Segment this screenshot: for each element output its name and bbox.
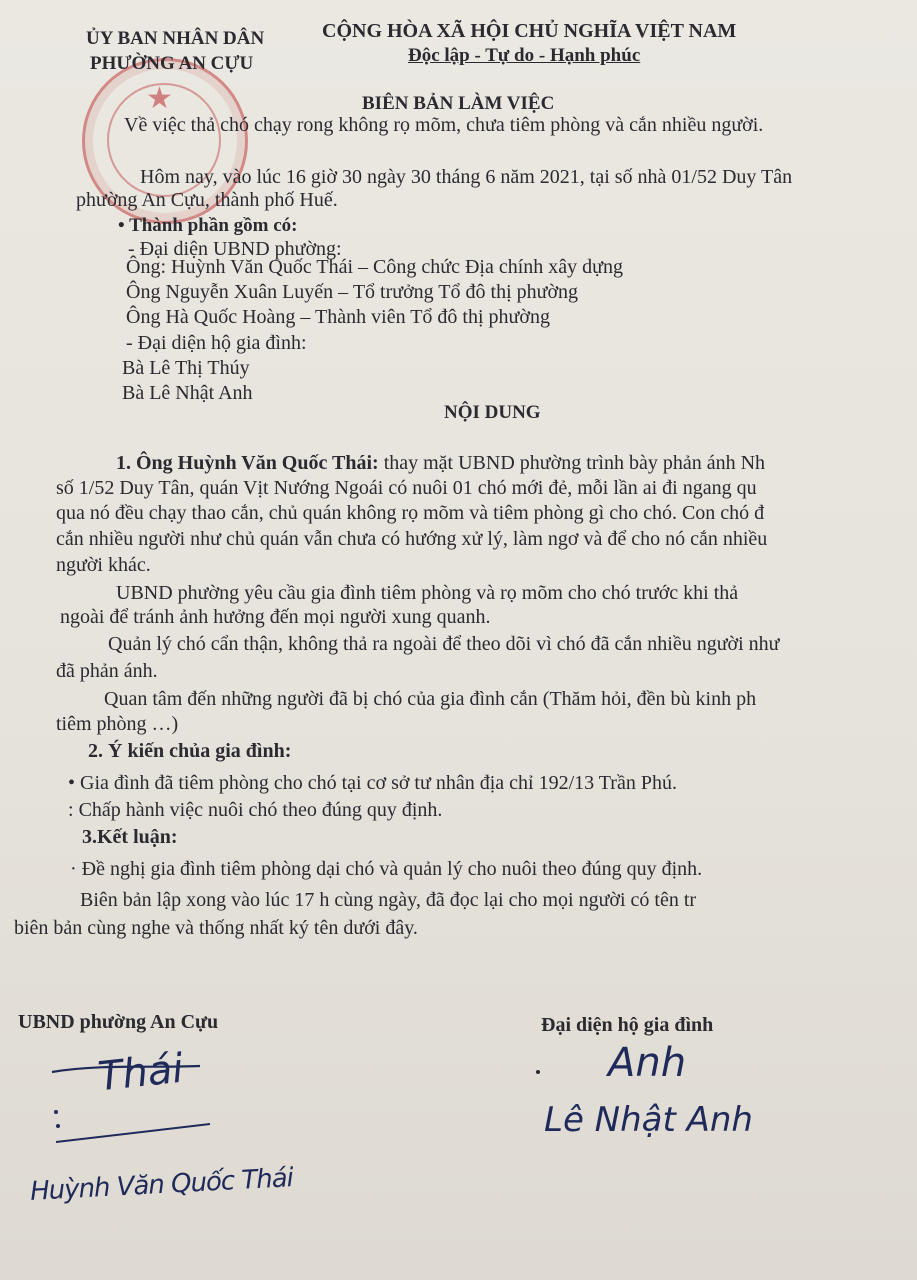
intro-line-2: phường An Cựu, thành phố Huế.	[76, 189, 338, 211]
composition-heading-text: Thành phần gồm có:	[129, 215, 298, 236]
section1-line-5: người khác.	[56, 554, 151, 576]
closing-line-2: biên bản cùng nghe và thống nhất ký tên dưới đây.	[14, 917, 418, 939]
section1-line-6: UBND phường yêu cầu gia đình tiêm phòng và rọ mõm cho chó trước khi thả	[116, 582, 739, 604]
section3-item-text: Đề nghị gia đình tiêm phòng dại chó và quản lý cho nuôi theo đúng quy định.	[81, 858, 703, 880]
section1-line-11: tiêm phòng …)	[56, 713, 179, 735]
section1-line-2: số 1/52 Duy Tân, quán Vịt Nướng Ngoái có nuôi 01 chó mới đẻ, mỗi lần ai đi ngang qu	[56, 477, 757, 499]
left-signature-mark: Thái	[95, 1045, 186, 1101]
bullet-mark: •	[118, 215, 130, 236]
national-motto: Độc lập - Tự do - Hạnh phúc	[408, 45, 641, 66]
section3-item	[70, 858, 702, 881]
section1-line-4: cắn nhiều người như chủ quán vẫn chưa có hướng xử lý, làm ngơ và để cho nó cắn nhiều	[56, 528, 768, 550]
section2-item-1-text: Gia đình đã tiêm phòng cho chó tại cơ sở tư nhân địa chỉ 192/13 Trần Phú.	[80, 772, 677, 794]
national-title: CỘNG HÒA XÃ HỘI CHỦ NGHĨA VIỆT NAM	[322, 20, 737, 42]
left-signature-label: UBND phường An Cựu	[18, 1011, 219, 1033]
section1-heading: 1. Ông Huỳnh Văn Quốc Thái:	[116, 452, 379, 474]
agency-name-line2: PHƯỜNG AN CỰU	[90, 53, 254, 74]
right-signature-label: Đại diện hộ gia đình	[541, 1014, 714, 1036]
ward-member-3: Ông Hà Quốc Hoàng – Thành viên Tổ đô thị phường	[126, 306, 550, 328]
section2-item-2-text: Chấp hành việc nuôi chó theo đúng quy định.	[78, 799, 443, 821]
star-icon: ★	[146, 82, 173, 115]
section2-heading: 2. Ý kiến chủa gia đình:	[88, 740, 292, 762]
bullet-mark: •	[68, 772, 81, 794]
section1-first-line	[116, 452, 765, 475]
section1-line-7: ngoài để tránh ảnh hưởng đến mọi người xung quanh.	[60, 606, 491, 628]
section3-heading: 3.Kết luận:	[82, 826, 178, 848]
left-signer-name: Huỳnh Văn Quốc Thái	[29, 1163, 294, 1207]
ink-dot	[536, 1070, 540, 1074]
right-signature-mark: Anh	[608, 1040, 687, 1086]
right-signer-name: Lê Nhật Anh	[544, 1100, 753, 1140]
household-member-1: Bà Lê Thị Thúy	[122, 357, 250, 379]
household-member-2: Bà Lê Nhật Anh	[122, 382, 253, 404]
ward-member-1: Ông: Huỳnh Văn Quốc Thái – Công chức Địa chính xây dựng	[126, 256, 623, 278]
section2-item-2	[68, 799, 442, 822]
document-title: BIÊN BẢN LÀM VIỆC	[362, 93, 555, 114]
content-heading: NỘI DUNG	[444, 402, 541, 423]
ward-member-2: Ông Nguyễn Xuân Luyến – Tổ trưởng Tổ đô thị phường	[126, 281, 579, 303]
ward-representatives-label: - Đại diện UBND phường:	[128, 238, 342, 260]
section1-line-8: Quản lý chó cẩn thận, không thả ra ngoài để theo dõi vì chó đã cắn nhiều người như	[108, 633, 780, 655]
agency-name-line1: ỦY BAN NHÂN DÂN	[86, 28, 265, 49]
composition-heading	[118, 215, 297, 237]
section1-line-10: Quan tâm đến những người đã bị chó của gia đình cắn (Thăm hỏi, đền bù kinh ph	[104, 688, 757, 710]
closing-line-1: Biên bản lập xong vào lúc 17 h cùng ngày, đã đọc lại cho mọi người có tên tr	[80, 889, 697, 911]
section1-line-9: đã phản ánh.	[56, 660, 158, 682]
section2-item-1	[68, 772, 677, 795]
intro-line-1: Hôm nay, vào lúc 16 giờ 30 ngày 30 tháng 6 năm 2021, tại số nhà 01/52 Duy Tân	[140, 166, 793, 188]
bullet-mark: ·	[70, 858, 82, 880]
document-subject: Về việc thả chó chạy rong không rọ mõm, chưa tiêm phòng và cắn nhiều người.	[124, 114, 764, 136]
section1-line-1: thay mặt UBND phường trình bày phản ánh Nh	[378, 452, 766, 474]
section1-line-3: qua nó đều chạy thao cắn, chủ quán không rọ mõm và tiêm phòng gì cho chó. Con chó đ	[56, 502, 765, 524]
household-representatives-label: - Đại diện hộ gia đình:	[126, 332, 307, 354]
bullet-mark: :	[68, 799, 79, 821]
